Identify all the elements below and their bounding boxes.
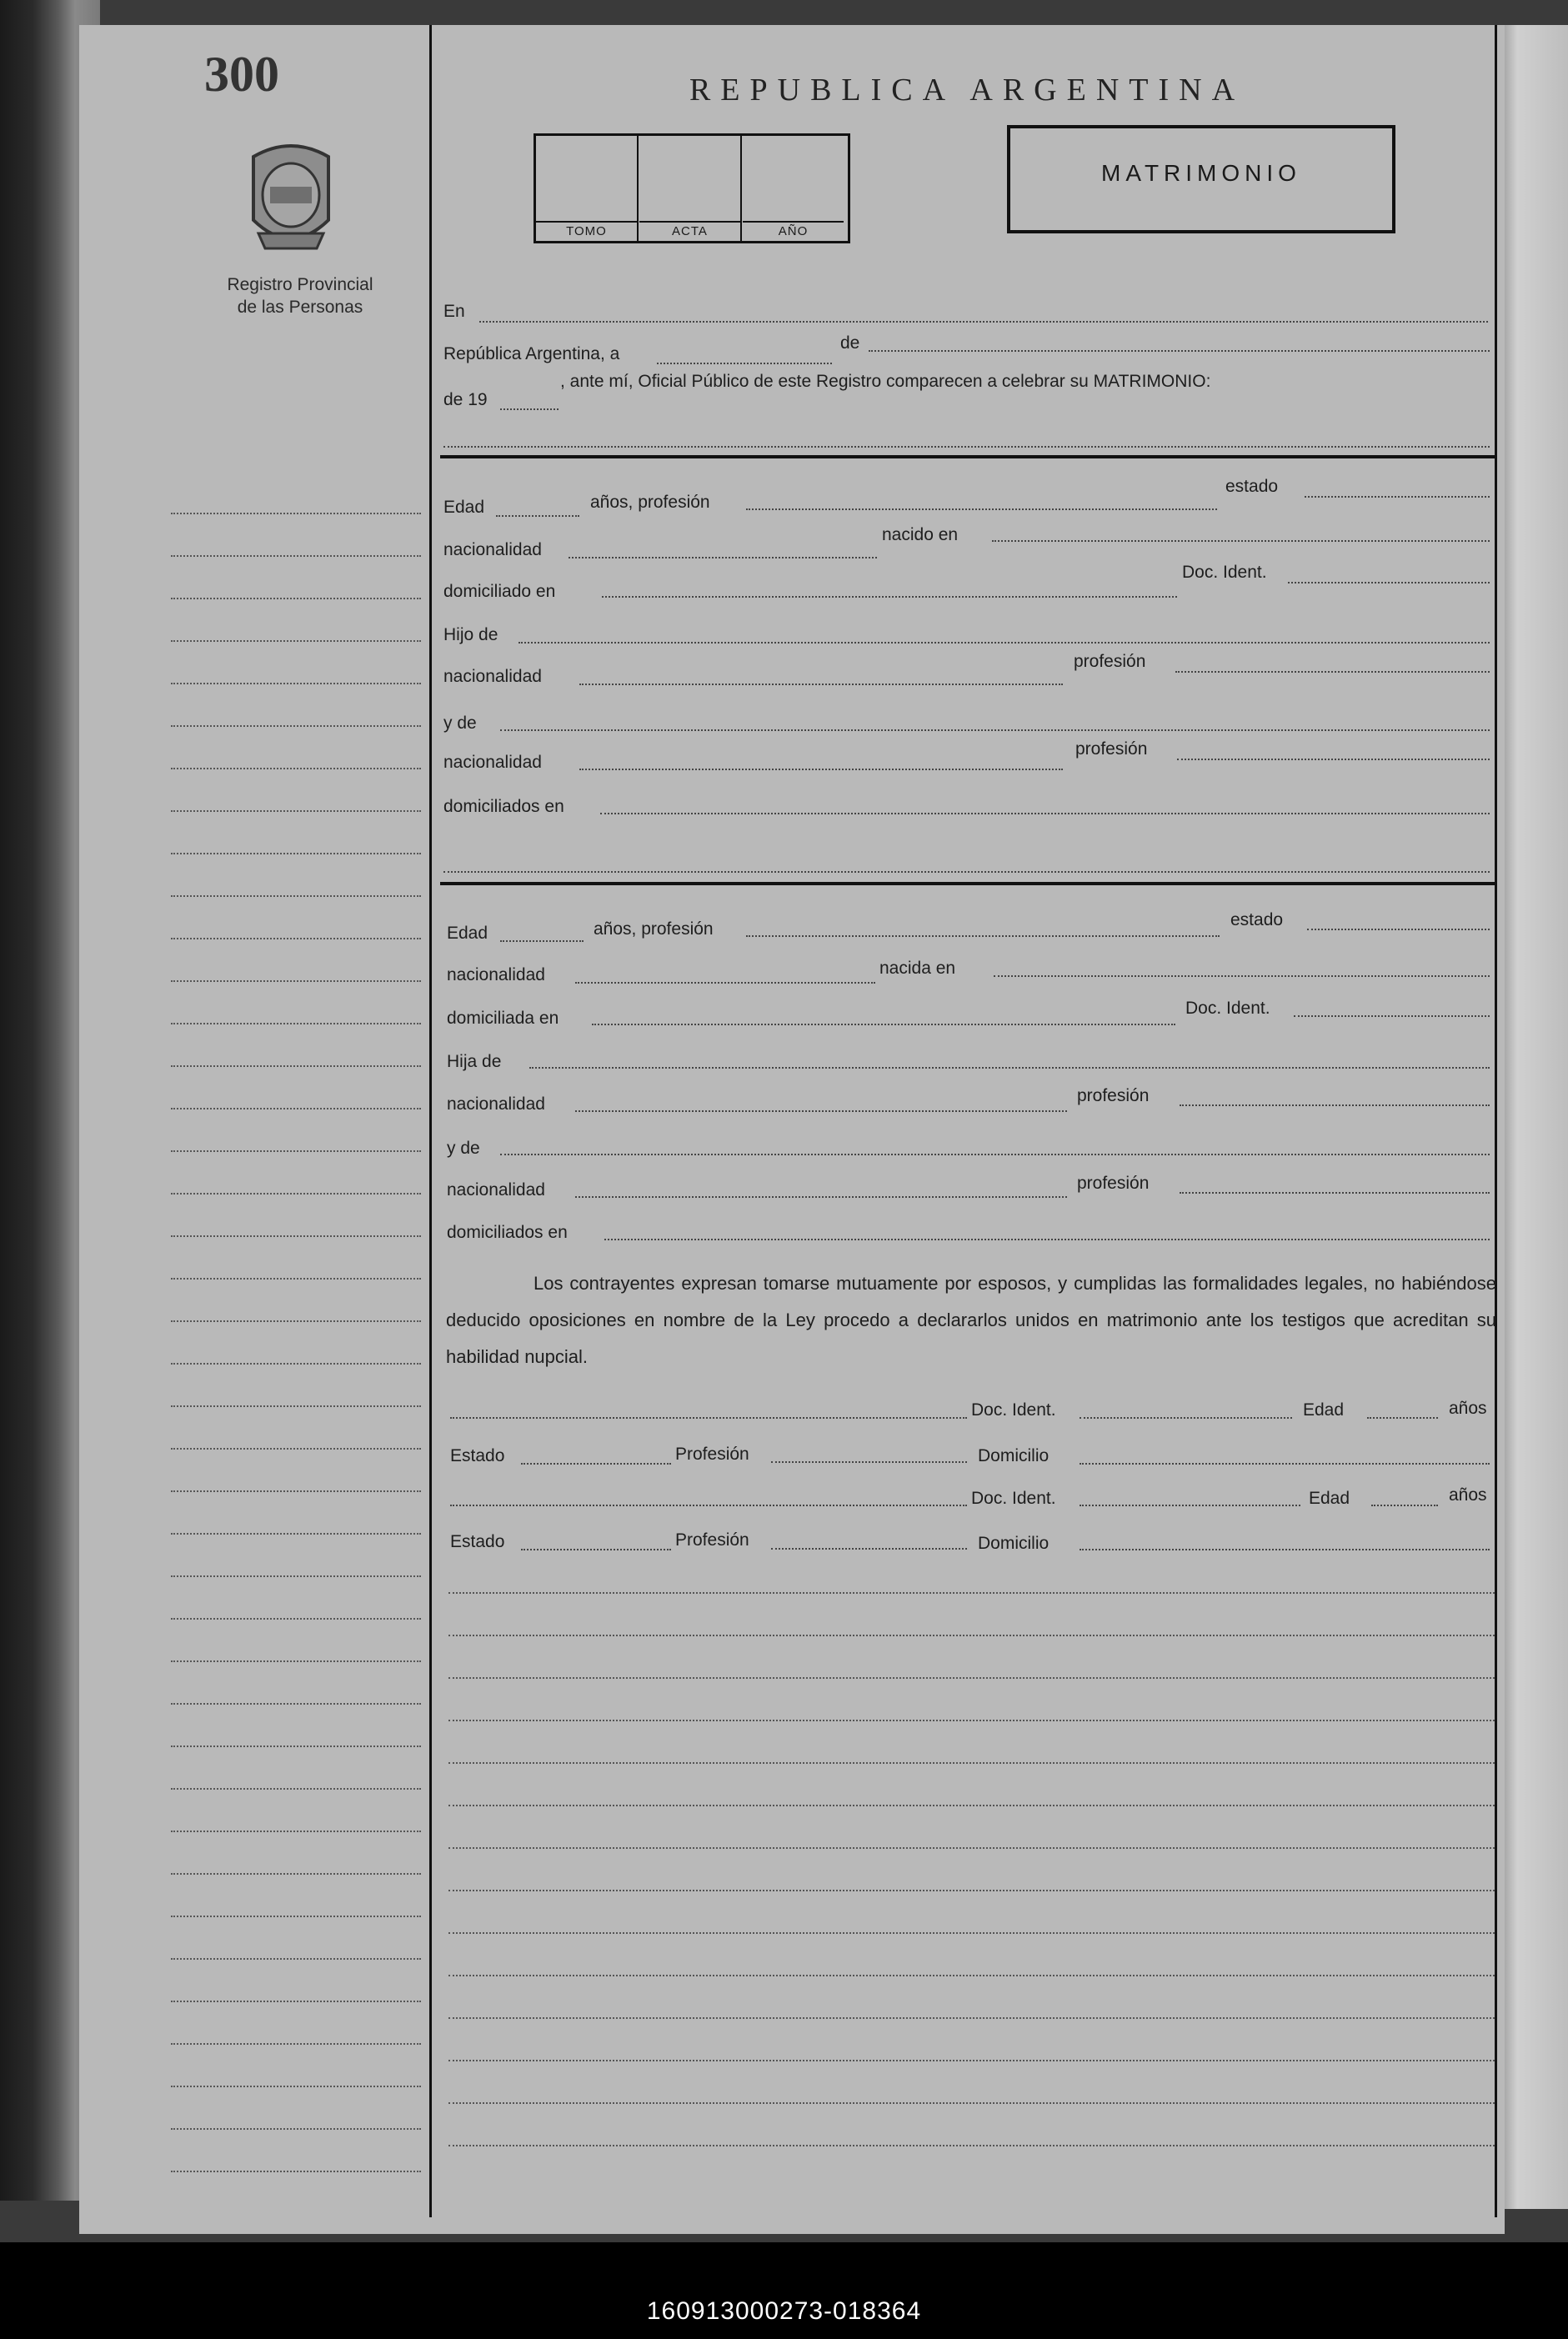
bride-estado-field[interactable] [1307,929,1490,930]
bride-mother-nacionalidad-label: nacionalidad [447,1180,545,1200]
groom-nacionalidad-field[interactable] [569,557,877,558]
republica-label: República Argentina, a [443,344,620,363]
bride-father-field[interactable] [529,1067,1490,1069]
bride-edad-field[interactable] [500,940,584,942]
groom-mother-nacionalidad-label: nacionalidad [443,753,542,772]
witness1-estado-label: Estado [450,1446,505,1465]
groom-father-profesion-field[interactable] [1175,671,1490,673]
bride-mother-field[interactable] [500,1154,1490,1155]
notes-line[interactable] [448,1762,1495,1764]
groom-doc-ident-field[interactable] [1288,582,1490,583]
witness1-doc-ident-label: Doc. Ident. [971,1400,1056,1420]
bride-doc-ident-label: Doc. Ident. [1185,999,1270,1018]
en-label: En [443,302,465,321]
groom-domiciliado-label: domiciliado en [443,582,556,601]
notes-line[interactable] [448,2145,1495,2146]
section-divider-2 [440,882,1495,885]
bride-mother-nacionalidad-field[interactable] [575,1196,1067,1198]
witness1-estado-field[interactable] [521,1463,671,1465]
record-number-box [534,133,850,243]
groom-father-field[interactable] [518,642,1490,644]
groom-father-nacionalidad-label: nacionalidad [443,667,542,686]
year-field[interactable] [500,408,559,410]
section-divider-1 [440,455,1495,458]
notes-line[interactable] [448,2017,1495,2019]
groom-estado-label: estado [1225,477,1279,496]
groom-parents-domicilio-field[interactable] [600,813,1490,814]
notes-line[interactable] [448,1635,1495,1636]
witness2-estado-label: Estado [450,1532,505,1551]
groom-mother-profesion-label: profesión [1075,739,1148,759]
record-type-label: MATRIMONIO [1101,160,1301,186]
notes-line[interactable] [448,1720,1495,1721]
notes-line[interactable] [448,1592,1495,1594]
bride-estado-label: estado [1230,910,1284,929]
de-label: de [840,333,860,353]
tomo-cell[interactable] [536,136,639,241]
groom-nacido-en-field[interactable] [992,540,1490,542]
bride-parents-domicilio-label: domiciliados en [447,1223,568,1242]
registry-name [175,273,425,318]
notes-line[interactable] [448,2060,1495,2061]
groom-father-profesion-label: profesión [1074,652,1146,671]
margin-notes-lines [171,513,421,2196]
groom-edad-field[interactable] [496,515,579,517]
tomo-label: TOMO [536,221,637,241]
witness2-profesion-label: Profesión [675,1530,749,1550]
witness2-profesion-field[interactable] [771,1548,967,1550]
day-field[interactable] [657,363,832,364]
witness1-profesion-label: Profesión [675,1445,749,1464]
bride-father-profesion-label: profesión [1077,1086,1150,1105]
page-right-border [1495,25,1497,2217]
witness2-doc-ident-field[interactable] [1080,1505,1300,1506]
acta-cell[interactable] [639,136,742,241]
bride-nacida-en-label: nacida en [879,959,956,978]
witness1-domicilio-field[interactable] [1080,1463,1490,1465]
groom-mother-nacionalidad-field[interactable] [579,769,1063,770]
witness2-edad-field[interactable] [1371,1505,1438,1506]
witness1-edad-field[interactable] [1367,1417,1438,1419]
country-heading: REPUBLICA ARGENTINA [689,73,1245,108]
notes-line[interactable] [448,1847,1495,1849]
bride-anos-profesion-label: años, profesión [594,919,714,939]
groom-nacionalidad-label: nacionalidad [443,540,542,559]
page-number: 300 [204,47,279,102]
witness1-doc-ident-field[interactable] [1080,1417,1292,1419]
groom-anos-profesion-label: años, profesión [590,493,710,512]
bride-father-nacionalidad-field[interactable] [575,1110,1067,1112]
groom-nacido-en-label: nacido en [882,525,959,544]
groom-hijo-de-label: Hijo de [443,625,498,644]
bride-doc-ident-field[interactable] [1294,1015,1490,1017]
bride-domiciliada-field[interactable] [592,1024,1175,1025]
bride-parents-domicilio-field[interactable] [604,1239,1490,1240]
witness1-profesion-field[interactable] [771,1461,967,1463]
de19-label: de 19 [443,390,488,409]
bride-hija-de-label: Hija de [447,1052,502,1071]
witness2-doc-ident-label: Doc. Ident. [971,1489,1056,1508]
witness2-domicilio-field[interactable] [1080,1549,1490,1550]
acta-label: ACTA [639,221,740,241]
groom-y-de-label: y de [443,714,477,733]
intro-statement: , ante mí, Oficial Público de este Registro comparecen a celebrar su MATRIMONIO: [560,372,1211,391]
witness1-anos-label: años [1449,1399,1487,1418]
bride-nacionalidad-label: nacionalidad [447,965,545,984]
notes-line[interactable] [448,1932,1495,1934]
bride-father-profesion-field[interactable] [1180,1104,1490,1106]
intro-extra-line[interactable] [443,446,1490,448]
month-field[interactable] [869,350,1490,352]
bride-mother-profesion-label: profesión [1077,1174,1150,1193]
groom-doc-ident-label: Doc. Ident. [1182,563,1267,582]
registry-name-line2: de las Personas [237,298,363,317]
witness1-domicilio-label: Domicilio [978,1446,1050,1465]
witness2-anos-label: años [1449,1485,1487,1505]
notes-line[interactable] [448,1975,1495,1976]
registry-name-line1: Registro Provincial [227,275,373,294]
groom-parents-domicilio-label: domiciliados en [443,797,564,816]
groom-extra-line[interactable] [443,871,1490,873]
groom-estado-field[interactable] [1305,496,1490,498]
notes-line[interactable] [448,1677,1495,1679]
witness2-name-field[interactable] [450,1505,967,1506]
next-page-edge [1500,25,1568,2209]
bride-domiciliada-label: domiciliada en [447,1009,559,1028]
declaration-body: Los contrayentes expresan tomarse mutuamente por esposos, y cumplidas las formalidades legales, no habiéndose deducido oposiciones en nombre de la Ley procedo a declararlos unidos en matrimonio ante los testigos que acreditan su habilidad nupcial. [446,1273,1496,1367]
margin-divider [429,25,432,2217]
en-field[interactable] [479,321,1488,323]
groom-father-nacionalidad-field[interactable] [579,684,1063,685]
witness1-name-field[interactable] [450,1417,967,1419]
groom-mother-field[interactable] [500,729,1490,731]
image-id-label: 160913000273-018364 [646,2297,922,2325]
ano-label: AÑO [743,221,844,241]
notes-line[interactable] [448,2102,1495,2104]
ano-cell[interactable] [743,136,844,241]
bride-nacionalidad-field[interactable] [575,982,875,984]
notes-line[interactable] [448,1890,1495,1891]
provincial-seal-icon [242,140,340,253]
witness2-edad-label: Edad [1309,1489,1350,1508]
declaration-text [446,1265,1496,1375]
bride-edad-label: Edad [447,924,488,943]
bride-profesion-field[interactable] [746,935,1220,937]
record-type-box [1007,125,1395,233]
groom-mother-profesion-field[interactable] [1177,759,1490,760]
groom-profesion-field[interactable] [746,508,1217,510]
groom-edad-label: Edad [443,498,485,517]
bride-nacida-en-field[interactable] [994,975,1490,977]
witness2-domicilio-label: Domicilio [978,1534,1050,1553]
notes-line[interactable] [448,1805,1495,1806]
witness2-estado-field[interactable] [521,1549,671,1550]
witness1-edad-label: Edad [1303,1400,1345,1420]
bride-mother-profesion-field[interactable] [1180,1192,1490,1194]
bride-father-nacionalidad-label: nacionalidad [447,1094,545,1114]
bride-y-de-label: y de [447,1139,480,1158]
groom-domiciliado-field[interactable] [602,596,1177,598]
